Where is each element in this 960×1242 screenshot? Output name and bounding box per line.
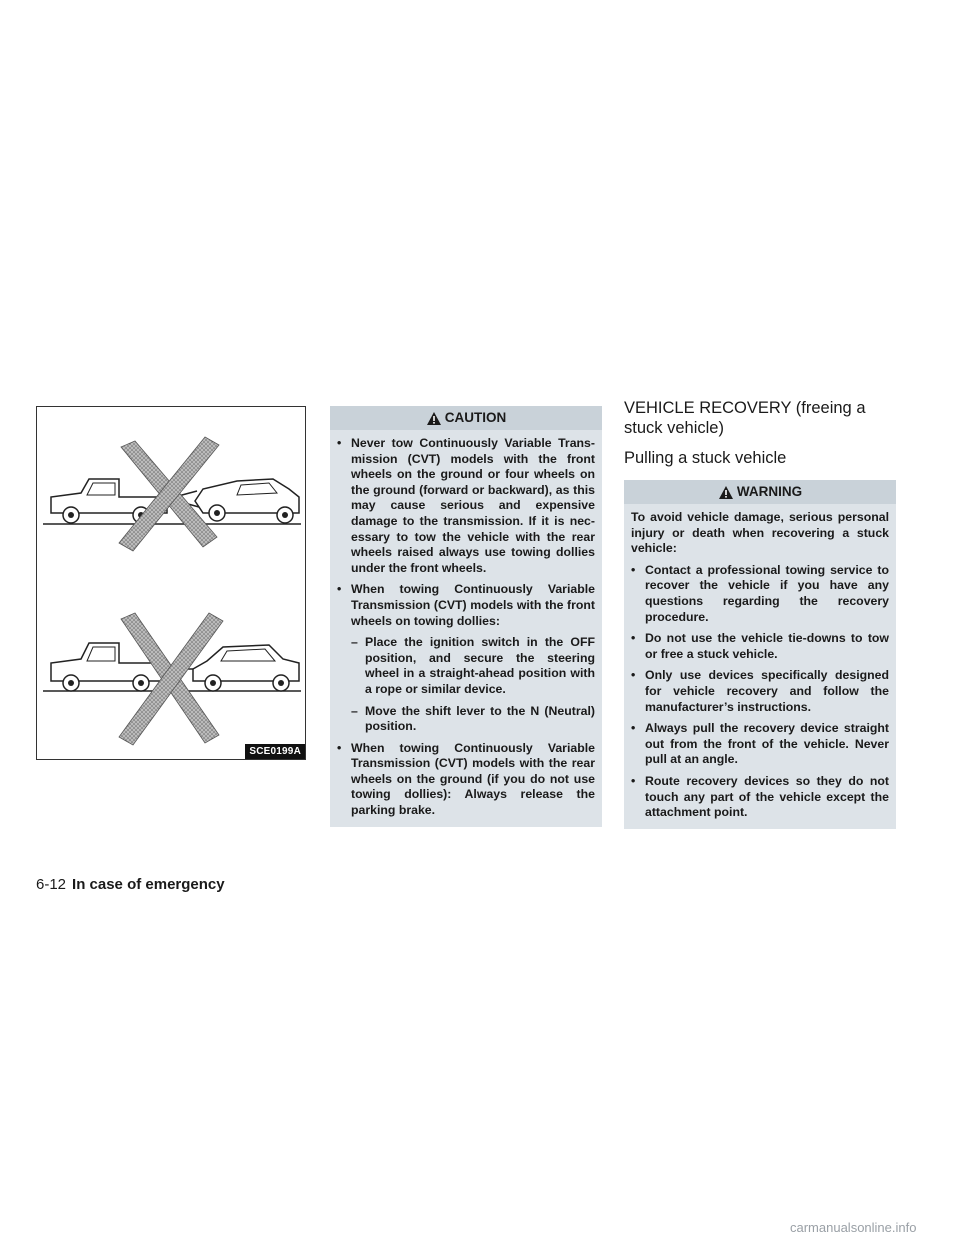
footer-section-title: In case of emergency: [72, 876, 225, 893]
caution-title: CAUTION: [444, 410, 507, 426]
tow-scene-top: [43, 437, 301, 551]
page-footer: [36, 876, 225, 893]
tow-scene-bottom: [43, 613, 301, 745]
section-heading: VEHICLE RECOVERY (freeing a stuck vehicle): [624, 399, 866, 437]
warning-item: • Contact a professional towing service to recover the vehicle if you have any questions regarding the recovery procedure.: [631, 562, 889, 624]
warning-item: • Always pull the recovery device straight out from the front of the vehicle. Never pull at an angle.: [631, 721, 889, 767]
warning-intro: To avoid vehicle damage, serious personal injury or death when recovering a stuck vehicle:: [631, 510, 889, 556]
warning-triangle-icon: [718, 485, 734, 500]
caution-subitem: – Place the ignition switch in the OFF position, and secure the steering wheel in a straight-ahead position with a rope or similar device.: [351, 635, 595, 696]
caution-item: • Never tow Continuously Variable Trans-mission (CVT) models with the front wheels on the ground or four wheels on the ground (forward or backward), as this may cause serious and expensive damage to the transmission. If it is nec-essary to tow the vehicle with the rear wheels raised always use towing dollies under the front wheels.: [337, 436, 595, 575]
warning-item: • Do not use the vehicle tie-downs to tow or free a stuck vehicle.: [631, 631, 889, 661]
caution-item: • When towing Continuously Variable Transmission (CVT) models with the front wheels on towing dollies:: [337, 582, 595, 628]
warning-box: [624, 480, 896, 829]
figure-code: SCE0199A: [245, 744, 305, 759]
watermark: carmanualsonline.info: [790, 1220, 917, 1235]
warning-item: • Route recovery devices so they do not touch any part of the vehicle except the attachment point.: [631, 773, 889, 820]
caution-header: [330, 406, 602, 430]
towing-diagram: [37, 407, 307, 761]
warning-header: [624, 480, 896, 504]
section-subheading: Pulling a stuck vehicle: [624, 449, 787, 467]
warning-item: • Only use devices specifically designed for vehicle recovery and follow the manufacturer’s instructions.: [631, 668, 889, 714]
page-number: 6-12: [36, 876, 67, 893]
caution-subitem: – Move the shift lever to the N (Neutral) position.: [351, 703, 595, 734]
warning-triangle-icon: [426, 411, 442, 426]
caution-box: [330, 406, 602, 827]
towing-illustration: [36, 406, 306, 760]
warning-title: WARNING: [736, 484, 803, 500]
caution-item: • When towing Continuously Variable Transmission (CVT) models with the rear wheels on the ground (if you do not use towing dollies): Always release the parking brake.: [337, 740, 595, 818]
